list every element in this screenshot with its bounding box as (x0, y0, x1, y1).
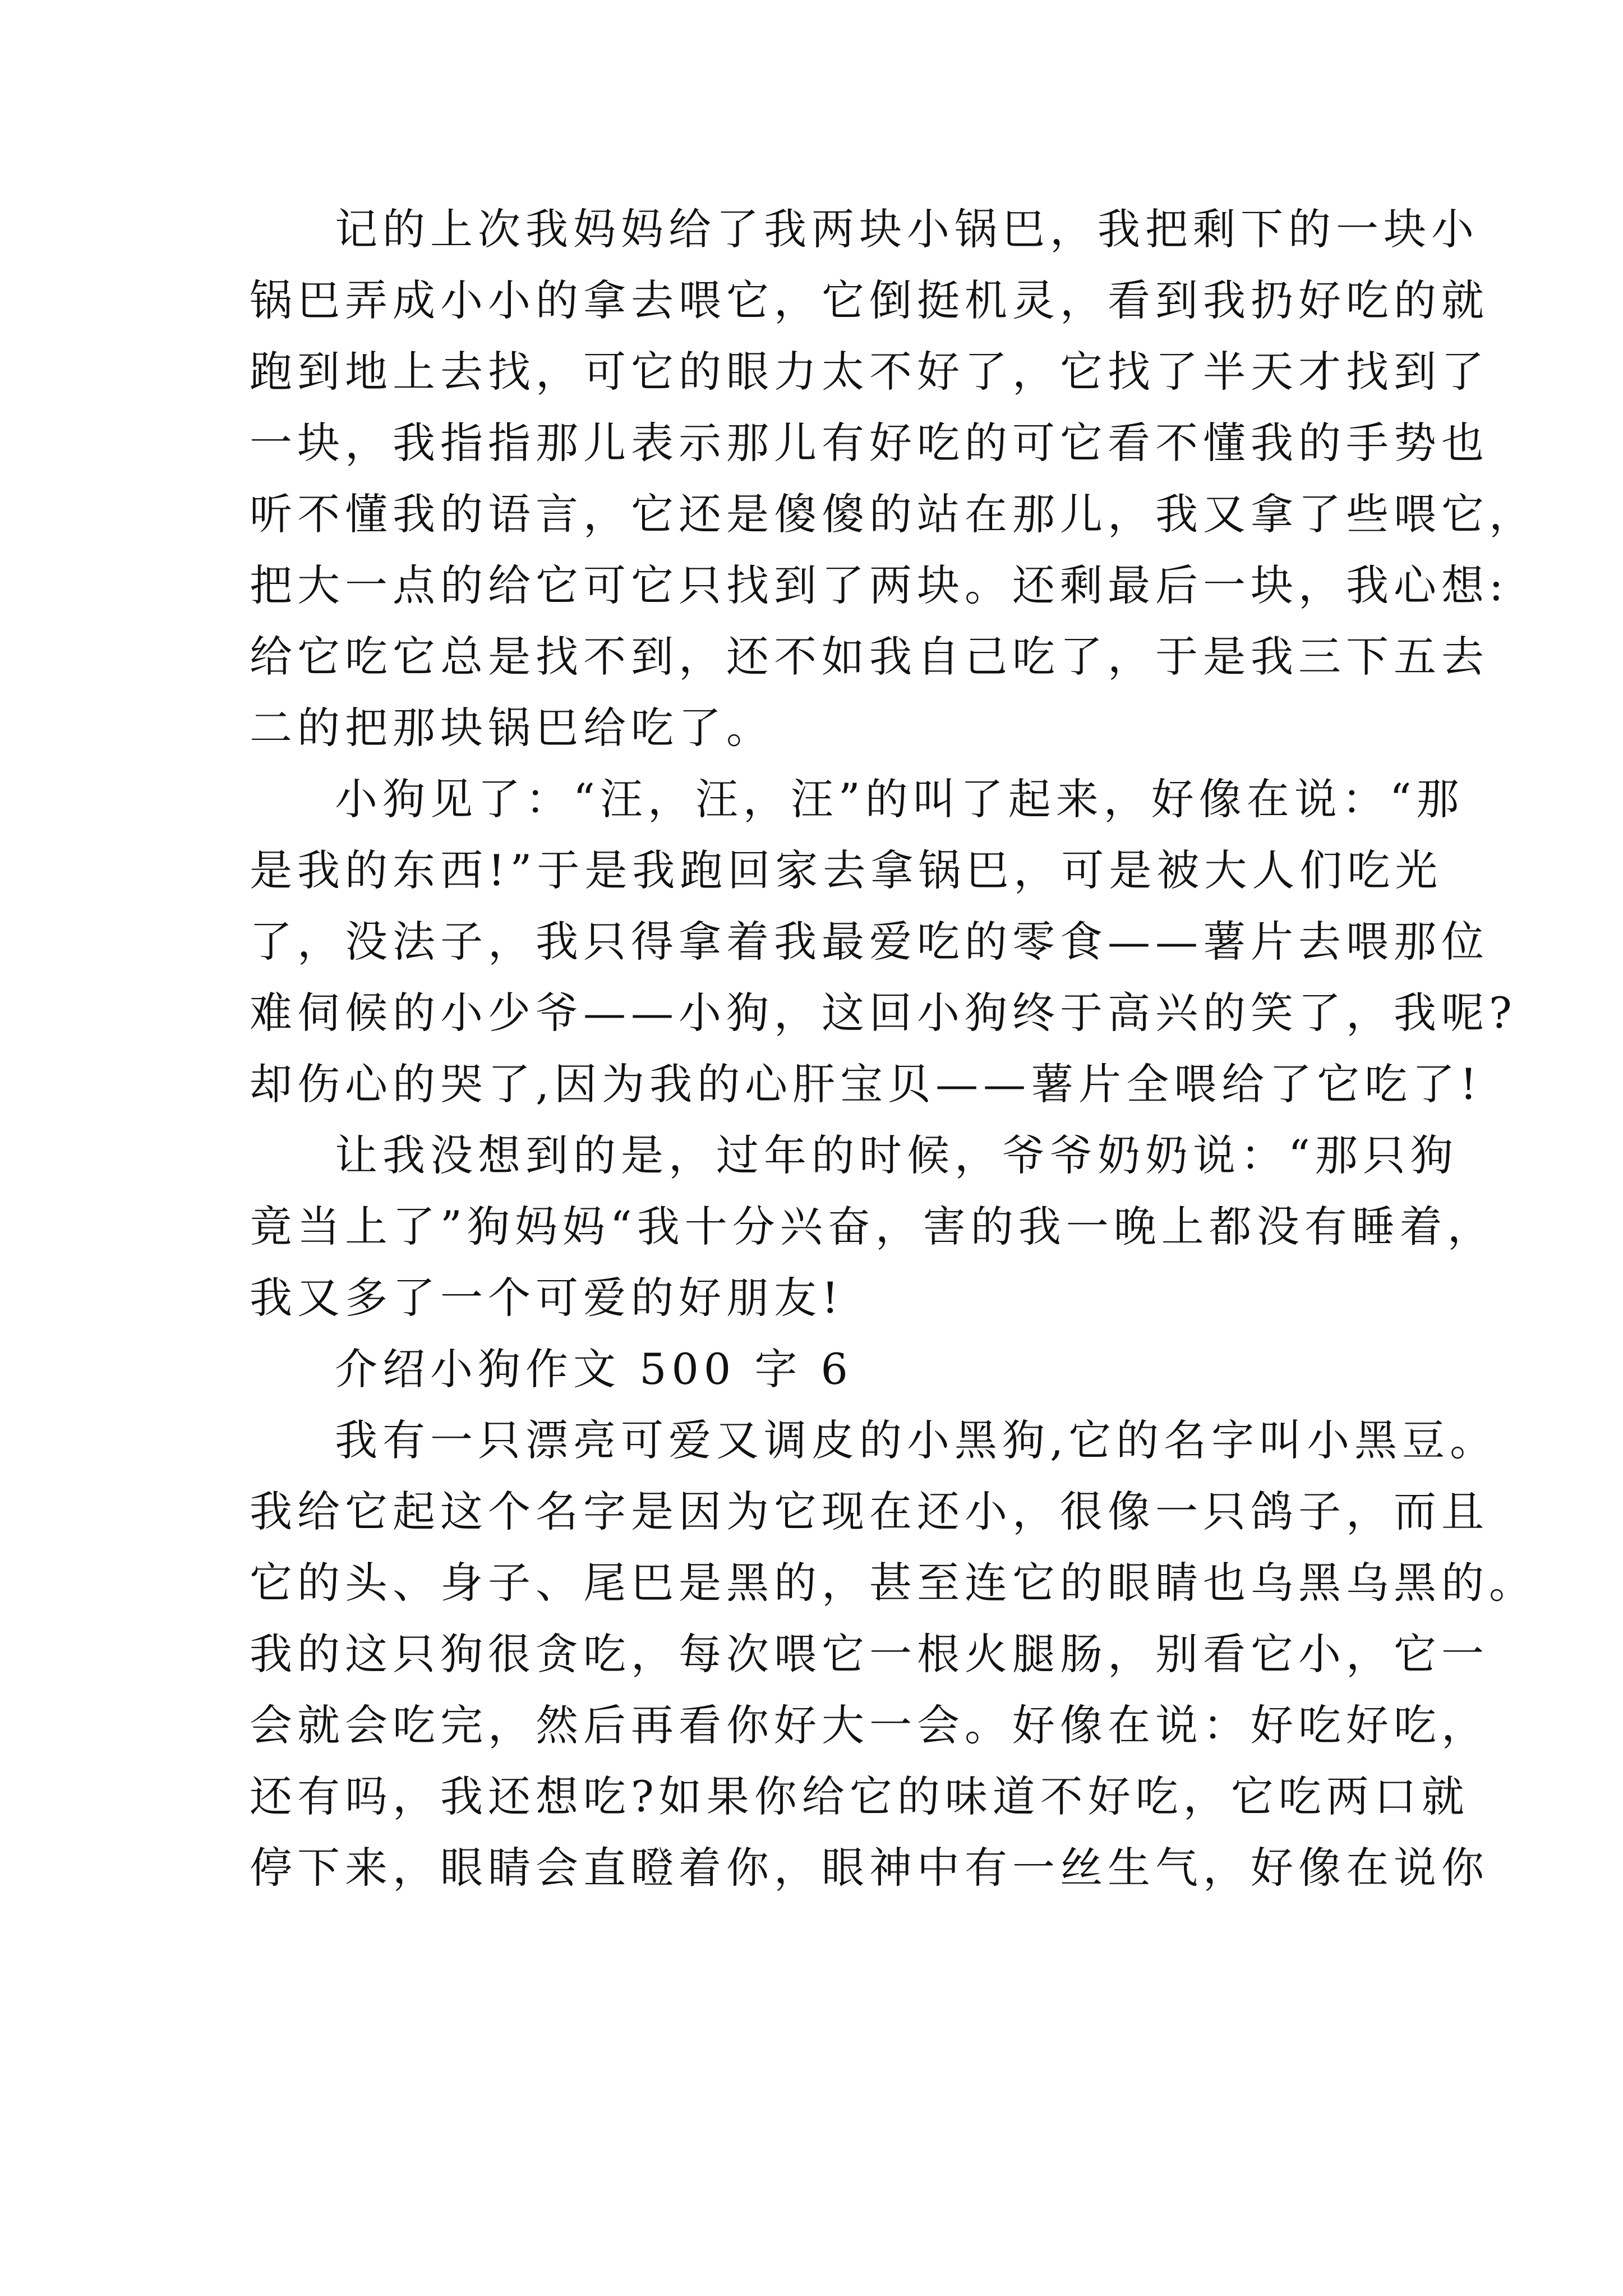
text-line: 记的上次我妈妈给了我两块小锅巴，我把剩下的一块小 (335, 204, 1479, 254)
section-heading: 介绍小狗作文 500 字 6 (335, 1344, 853, 1394)
text-line: 难伺候的小少爷——小狗，这回小狗终于高兴的笑了，我呢? (250, 988, 1517, 1038)
text-line: 停下来，眼睛会直瞪着你，眼神中有一丝生气，好像在说你 (250, 1843, 1489, 1893)
text-line: 了，没法子，我只得拿着我最爱吃的零食——薯片去喂那位 (250, 917, 1489, 967)
text-line: 我的这只狗很贪吃，每次喂它一根火腿肠，别看它小，它一 (250, 1629, 1489, 1679)
text-line: 二的把那块锅巴给吃了。 (250, 703, 774, 753)
text-line: 一块，我指指那儿表示那儿有好吃的可它看不懂我的手势也 (250, 418, 1489, 468)
text-line: 锅巴弄成小小的拿去喂它，它倒挺机灵，看到我扔好吃的就 (250, 275, 1489, 325)
essay-text (250, 194, 1537, 1903)
text-line: 让我没想到的是，过年的时候，爷爷奶奶说：“那只狗 (335, 1130, 1458, 1180)
text-line: 我给它起这个名字是因为它现在还小，很像一只鸽子，而且 (250, 1487, 1489, 1536)
text-line: 跑到地上去找，可它的眼力太不好了，它找了半天才找到了 (250, 347, 1489, 397)
text-line: 我有一只漂亮可爱又调皮的小黑狗,它的名字叫小黑豆。 (335, 1415, 1498, 1465)
text-line: 听不懂我的语言，它还是傻傻的站在那儿，我又拿了些喂它， (250, 489, 1537, 539)
text-line: 竟当上了”狗妈妈“我十分兴奋，害的我一晚上都没有睡着， (250, 1202, 1495, 1251)
text-line: 给它吃它总是找不到，还不如我自己吃了，于是我三下五去 (250, 632, 1489, 682)
text-line: 是我的东西!”于是我跑回家去拿锅巴，可是被大人们吃光 (250, 845, 1443, 895)
text-line: 会就会吃完，然后再看你好大一会。好像在说：好吃好吃， (250, 1700, 1489, 1750)
text-line: 把大一点的给它可它只找到了两块。还剩最后一块，我心想: (250, 560, 1509, 610)
text-line: 却伤心的哭了,因为我的心肝宝贝——薯片全喂给了它吃了! (250, 1059, 1482, 1109)
text-line: 它的头、身子、尾巴是黑的，甚至连它的眼睛也乌黑乌黑的。 (250, 1558, 1537, 1608)
text-line: 还有吗，我还想吃?如果你给它的味道不好吃，它吃两口就 (250, 1772, 1469, 1821)
text-line: 我又多了一个可爱的好朋友! (250, 1273, 844, 1323)
text-line: 小狗见了：“汪，汪，汪”的叫了起来，好像在说：“那 (335, 774, 1464, 824)
